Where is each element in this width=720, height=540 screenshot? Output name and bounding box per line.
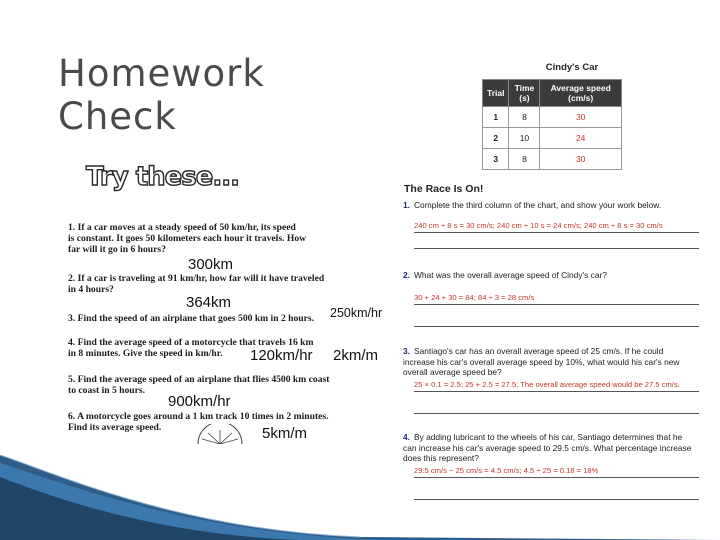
- slide-title-line-2: Check: [58, 95, 177, 138]
- answer-4a: 120km/hr: [250, 347, 313, 364]
- race-answer-1: 240 cm ÷ 8 s = 30 cm/s; 240 cm ÷ 10 s = 24 cm/s; 240 cm ÷ 8 s = 30 cm/s: [414, 221, 663, 230]
- answer-4b: 2km/m: [333, 347, 378, 364]
- table-cell: 30: [540, 107, 622, 128]
- question-3: 3. Find the speed of an airplane that goes 500 km in 2 hours.: [68, 313, 314, 324]
- race-question-4: 4. By adding lubricant to the wheels of his car, Santiago determines that he can increase his car's average speed to 29.5 cm/s. What percentage increase does this represent?: [403, 432, 692, 463]
- table-row: [483, 128, 622, 149]
- table-cell: 10: [509, 128, 540, 149]
- answer-line: [414, 391, 699, 392]
- race-title: The Race Is On!: [404, 183, 484, 195]
- question-2: 2. If a car is traveling at 91 km/hr, how far will it have traveled in 4 hours?: [68, 273, 325, 295]
- race-answer-2: 30 + 24 + 30 = 84; 84 ÷ 3 = 28 cm/s: [414, 293, 535, 302]
- table-cell: 24: [540, 128, 622, 149]
- race-answer-4: 29.5 cm/s − 25 cm/s = 4.5 cm/s; 4.5 ÷ 25 = 0.18 = 18%: [414, 466, 599, 475]
- table-cell: 1: [483, 107, 509, 128]
- worksheet-heading: Try these...: [86, 162, 240, 192]
- race-question-1: 1. Complete the third column of the chart, and show your work below.: [403, 200, 662, 210]
- question-6: 6. A motorcycle goes around a 1 km track 10 times in 2 minutes. Find its average speed.: [68, 411, 329, 433]
- slide-title: [58, 52, 265, 138]
- slide-title-line-1: Homework: [58, 52, 265, 95]
- race-question-3: 3. Santiago's car has an overall average speed of 25 cm/s. If he could increase his car's overall average speed by 10%, what would his car's new overall average speed be?: [403, 346, 680, 377]
- table-cell: 8: [509, 149, 540, 170]
- table-row: [483, 107, 622, 128]
- decorative-swoosh: [0, 455, 720, 540]
- race-answer-3: 25 × 0.1 = 2.5; 25 + 2.5 = 27.5; The overall average speed would be 27.5 cm/s.: [414, 380, 680, 389]
- answer-line: [414, 413, 699, 414]
- answer-line: [414, 304, 699, 305]
- answer-line: [414, 248, 699, 249]
- question-5: 5. Find the average speed of an airplane that flies 4500 km coast to coast in 5 hours.: [68, 374, 330, 396]
- question-1: 1. If a car moves at a steady speed of 50 km/hr, its speed is constant. It goes 50 kilometers each hour it travels. How far will it go in 6 hours?: [68, 222, 307, 255]
- table-row: [483, 149, 622, 170]
- answer-line: [414, 232, 699, 233]
- table-cell: 3: [483, 149, 509, 170]
- table-cell: 8: [509, 107, 540, 128]
- answer-6: 5km/m: [262, 425, 307, 442]
- data-table: [482, 79, 622, 170]
- answer-3: 250km/hr: [330, 306, 383, 320]
- header-time: Time (s): [509, 80, 540, 107]
- table-cell: 30: [540, 149, 622, 170]
- race-question-2: 2. What was the overall average speed of Cindy's car?: [403, 270, 607, 280]
- table-header-row: [483, 80, 622, 107]
- question-4: 4. Find the average speed of a motorcycle that travels 16 km in 8 minutes. Give the speed in km/hr.: [68, 337, 314, 359]
- answer-line: [414, 326, 699, 327]
- answer-5: 900km/hr: [168, 393, 231, 410]
- table-cell: 2: [483, 128, 509, 149]
- cindy-car-table: [482, 62, 622, 170]
- table-title: Cindy's Car: [545, 62, 599, 73]
- answer-2: 364km: [186, 294, 232, 311]
- track-wheel-icon: [190, 424, 250, 444]
- header-trial: Trial: [483, 80, 509, 107]
- header-speed: Average speed (cm/s): [540, 80, 622, 107]
- answer-1: 300km: [188, 256, 234, 273]
